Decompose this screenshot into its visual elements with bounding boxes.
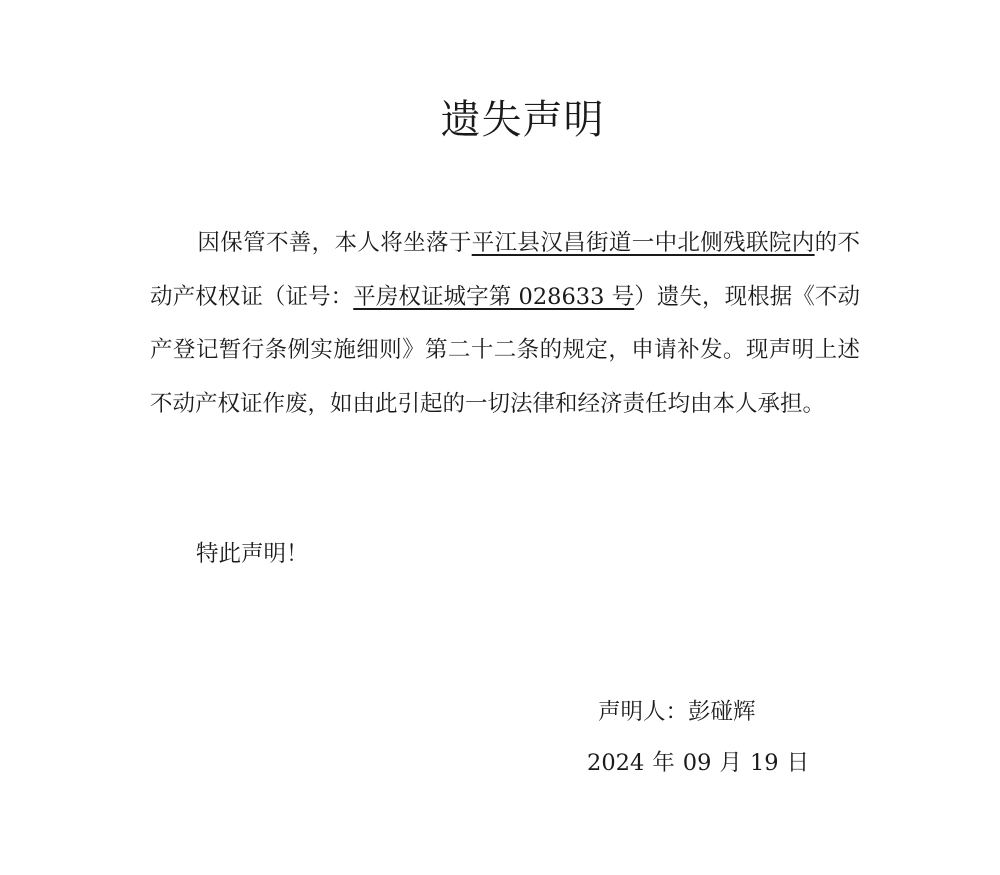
body-text-intro: 因保管不善，本人将坐落于 [197, 230, 472, 256]
document-title: 遗失声明 [440, 97, 605, 143]
closing-statement: 特此声明！ [196, 541, 309, 567]
date-day-unit: 日 [786, 750, 810, 776]
certificate-number: 平房权证城字第 028633 号 [353, 283, 635, 310]
body-text-remainder: ）遗失，现根据《不动产登记暂行条例实施细则》第二十二条的规定，申请补发。现声明上述不动产权证作废，如由此引起的一切法律和经济责任均由本人承担。 [150, 283, 860, 417]
date-year-unit: 年 [652, 750, 675, 776]
signer-name: 彭碰辉 [688, 699, 756, 725]
signer-label: 声明人： [598, 699, 689, 725]
body-text-certificate-intro: 的不动产权权证（证号： [150, 230, 860, 310]
date-month-unit: 月 [719, 750, 742, 776]
date-month: 09 [682, 750, 712, 776]
declaration-date [587, 743, 809, 783]
property-address: 平江县汉昌街道一中北侧残联院内 [471, 230, 815, 256]
declaration-body [150, 217, 860, 431]
signer-line [598, 692, 756, 732]
date-day: 19 [749, 750, 779, 776]
date-year: 2024 [587, 750, 645, 776]
